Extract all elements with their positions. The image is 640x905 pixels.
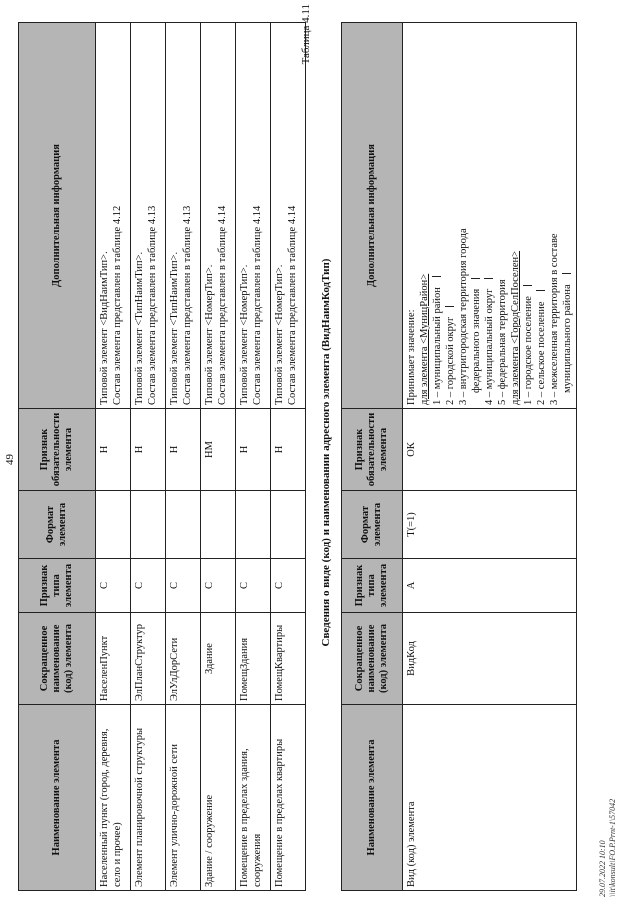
cell-code: ВидКод [403,613,577,705]
print-path: \\it\konsult\FO.P.Prnt-1\57042 [608,798,617,897]
header-element-code: Сокращенное наименование (код) элемента [342,613,403,705]
cell-type: А [403,559,577,613]
info-item: 4 – муниципальный округ [483,26,496,405]
info-item: 1 – городское поселение [522,26,535,405]
cell-format [131,491,166,559]
cell-format [166,491,201,559]
info-line: Состав элемента представлен в таблице 4.14 [217,205,228,405]
cell-code: ЭлПланСтруктур [131,613,166,705]
header-element-format: Формат элемента [19,491,96,559]
cell-info [271,23,306,409]
cell-required: Н [131,409,166,491]
cell-info [131,23,166,409]
info-item: муниципального района [561,26,574,405]
info-item: 3 – межселенная территория в составе [549,233,560,405]
header-element-required: Признак обязательности элемента [342,409,403,491]
table-header-row [19,23,96,891]
info-line: Типовой элемент <НомерТип>. [274,264,285,405]
info-line: Типовой элемент <ВидНаимТип>. [99,251,110,405]
header-element-format: Формат элемента [342,491,403,559]
info-item: 2 – сельское поселение [535,26,548,405]
cell-required: Н [271,409,306,491]
info-line: Типовой элемент <ТипНаимТип>. [169,251,180,405]
cell-format [236,491,271,559]
table-row [96,23,131,891]
info-line: Состав элемента представлен в таблице 4.14 [252,205,263,405]
info-line: Состав элемента представлен в таблице 4.13 [182,205,193,405]
table-row [236,23,271,891]
header-additional-info: Дополнительная информация [342,23,403,409]
cell-name: Элемент планировочной структуры [131,705,166,891]
cell-code: ЭлУлДорСети [166,613,201,705]
info-item: 2 – городской округ [444,26,457,405]
cell-format [271,491,306,559]
cell-required: Н [166,409,201,491]
table-row [131,23,166,891]
header-element-required: Признак обязательности элемента [19,409,96,491]
cell-required: Н [96,409,131,491]
header-element-name: Наименование элемента [342,705,403,891]
print-timestamp: 29.07.2022 10:10 [598,840,607,897]
header-element-type: Признак типа элемента [342,559,403,613]
table-row [403,23,577,891]
table-caption: Таблица 4.11 [300,4,312,65]
address-elements-table [18,22,306,891]
cell-format: T(=1) [403,491,577,559]
info-item: 1 – муниципальный район [431,26,444,405]
cell-type: С [201,559,236,613]
group-title-gorod-sel-poselen: для элемента <ГородСелПоселен> [510,250,521,405]
cell-code: Здание [201,613,236,705]
info-item: федерального значения [470,26,483,405]
cell-code: ПомещКвартиры [271,613,306,705]
cell-type: С [131,559,166,613]
info-line: Типовой элемент <НомерТип>. [204,264,215,405]
cell-type: С [96,559,131,613]
info-item: 3 – внутригородская территория города [458,228,469,405]
header-additional-info: Дополнительная информация [19,23,96,409]
cell-info [403,23,577,409]
info-intro: Принимает значение: [406,309,417,405]
table-row [166,23,201,891]
cell-required: НМ [201,409,236,491]
cell-name: Вид (код) элемента [403,705,577,891]
page-number: 49 [4,454,16,465]
cell-required: ОК [403,409,577,491]
cell-info [166,23,201,409]
group-title-munic-raion: для элемента <МуницРайон> [419,273,430,405]
info-item: 5 – федеральная территория [497,279,508,405]
info-line: Состав элемента представлен в таблице 4.14 [287,205,298,405]
cell-type: С [236,559,271,613]
info-line: Состав элемента представлен в таблице 4.13 [147,205,158,405]
section-title: Сведения о виде (код) и наименовании адресного элемента (ВидНаимКодТип) [320,258,332,647]
element-kind-table [341,22,577,891]
info-line: Типовой элемент <НомерТип>. [239,264,250,405]
info-line: Состав элемента представлен в таблице 4.12 [112,205,123,405]
cell-format [201,491,236,559]
header-element-code: Сокращенное наименование (код) элемента [19,613,96,705]
cell-name: Элемент улично-дорожной сети [166,705,201,891]
cell-name: Помещение в пределах квартиры [271,705,306,891]
table-header-row [342,23,403,891]
cell-info [96,23,131,409]
header-element-name: Наименование элемента [19,705,96,891]
info-line: Типовой элемент <ТипНаимТип>. [134,251,145,405]
cell-name: Населенный пункт (город, деревня, село и прочее) [96,705,131,891]
table-row [271,23,306,891]
cell-format [96,491,131,559]
cell-required: Н [236,409,271,491]
cell-type: С [166,559,201,613]
header-element-type: Признак типа элемента [19,559,96,613]
cell-type: С [271,559,306,613]
cell-name: Здание / сооружение [201,705,236,891]
cell-code: НаселенПункт [96,613,131,705]
print-footer [598,799,618,897]
cell-name: Помещение в пределах здания, сооружения [236,705,271,891]
cell-info [201,23,236,409]
cell-code: ПомещЗдания [236,613,271,705]
table-row [201,23,236,891]
cell-info [236,23,271,409]
